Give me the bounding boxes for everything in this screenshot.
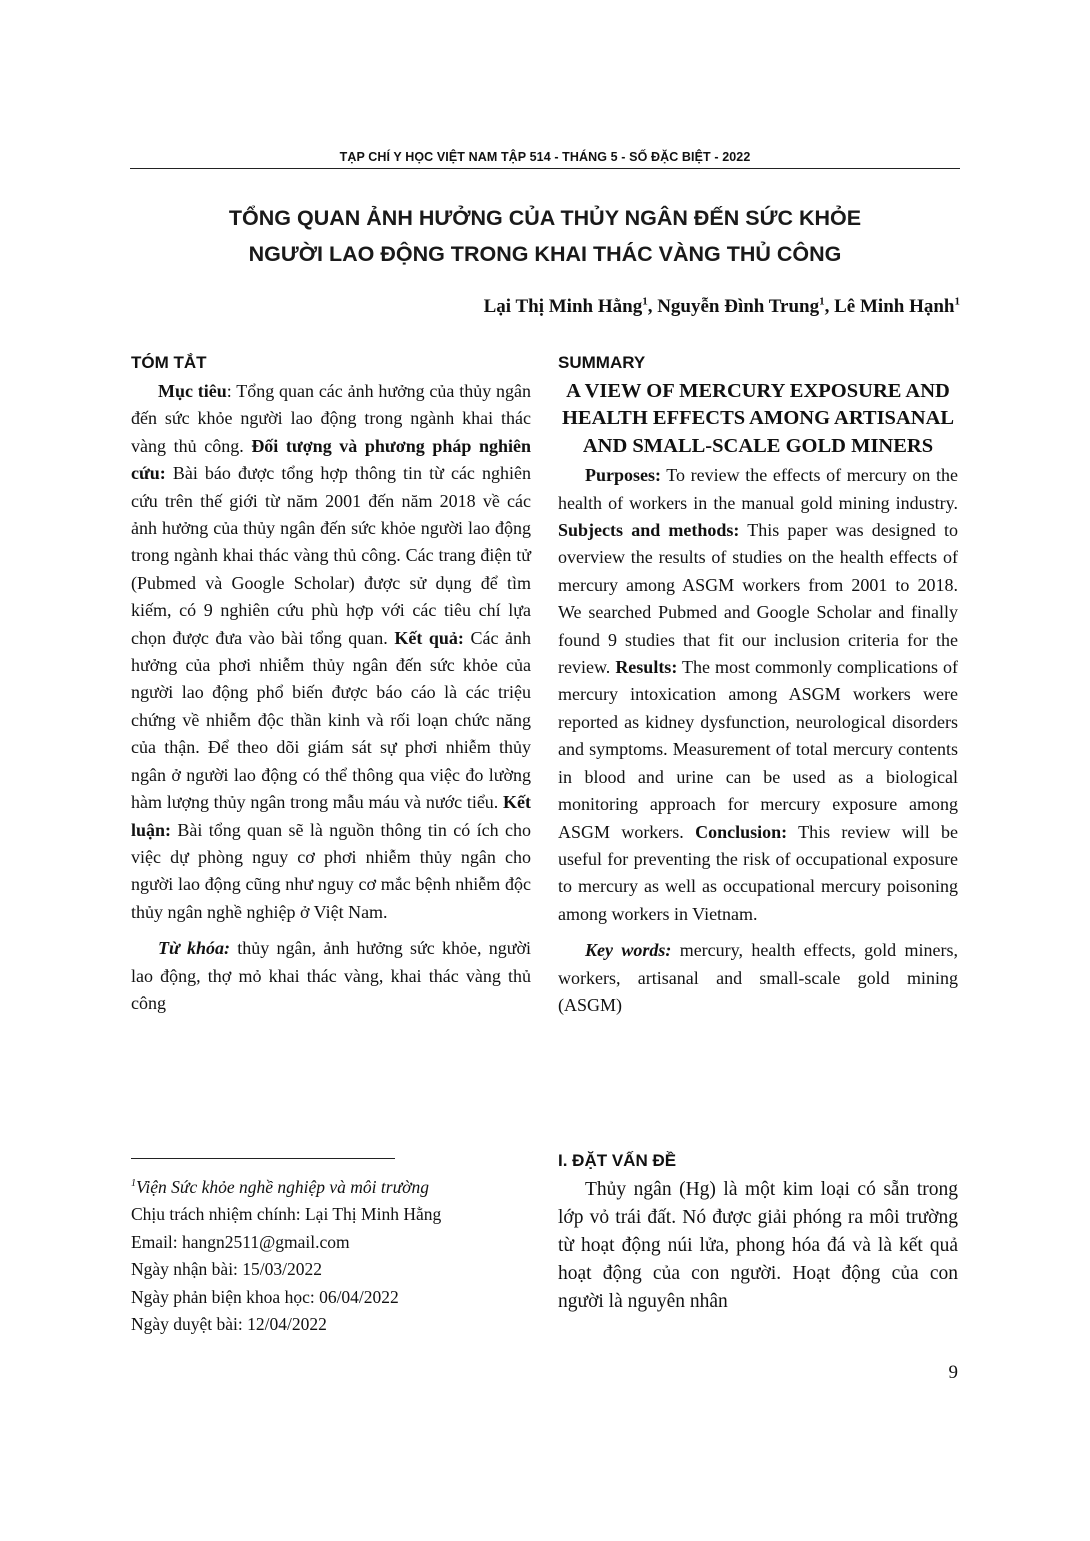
introduction-heading: I. ĐẶT VẤN ĐỀ	[558, 1151, 677, 1170]
footnotes	[131, 1170, 531, 1339]
keywords-en	[558, 937, 958, 1019]
bold-run: Kết luận:	[131, 792, 531, 840]
title-line-2: NGƯỜI LAO ĐỘNG TRONG KHAI THÁC VÀNG THỦ CÔNG	[248, 242, 842, 266]
journal-header: TẠP CHÍ Y HỌC VIỆT NAM TẬP 514 - THÁNG 5 - SỐ ĐẶC BIỆT - 2022	[339, 150, 751, 164]
text-run: This paper was designed to overview the results of studies on the health effects of mercury among ASGM workers from 2001 to 2018. We searched Pubmed and Google Scholar and finally found 9 studies that fit our inclusion criteria for the review.	[558, 520, 958, 678]
accepted-date: Ngày duyệt bài: 12/04/2022	[131, 1314, 327, 1335]
page-number: 9	[948, 1362, 958, 1383]
bold-run: Mục tiêu	[158, 381, 227, 401]
text-run: : Tổng quan các ảnh hưởng của thủy ngân đến sức khỏe người lao động trong ngành khai thác vàng thủ công.	[131, 381, 531, 456]
text-run: thủy ngân, ảnh hưởng sức khỏe, người lao động, thợ mỏ khai thác vàng, khai thác vàng thủ công	[131, 938, 531, 1013]
english-abstract	[558, 350, 958, 1019]
keywords-vi	[131, 935, 531, 1017]
introduction-text: Thủy ngân (Hg) là một kim loại có sẵn trong lớp vỏ trái đất. Nó được giải phóng ra môi trường từ hoạt động núi lửa, phong hóa đá và là kết quả hoạt động của con người. Hoạt động của con người là nguyên nhân	[558, 1179, 958, 1312]
title-line-1: TỔNG QUAN ẢNH HƯỞNG CỦA THỦY NGÂN ĐẾN SỨC KHỎE	[228, 206, 862, 230]
vietnamese-abstract	[131, 350, 531, 1017]
author-3: Lê Minh Hạnh$^1$	[834, 296, 960, 318]
bold-run: Từ khóa:	[158, 938, 231, 959]
affiliation: $^1$Viện Sức khỏe nghề nghiệp và môi trường	[131, 1176, 429, 1197]
bold-run: Key words:	[585, 940, 672, 961]
bold-run: Purposes:	[585, 465, 661, 486]
bold-run: Kết quả:	[394, 627, 464, 648]
bold-run: Conclusion:	[695, 821, 788, 842]
author-1: Lại Thị Minh Hằng$^1$,	[483, 296, 658, 318]
footnote-divider	[131, 1158, 395, 1159]
text-run: Bài tổng quan sẽ là nguồn thông tin có ích cho việc dự phòng nguy cơ phơi nhiễm thủy ngân cho người lao động cũng như nguy cơ mắc bệnh nhiễm độc thủy ngân nghề nghiệp ở Việt Nam.	[131, 819, 531, 922]
abstract-paragraph-vi	[131, 378, 531, 926]
abstract-paragraph-en	[558, 462, 958, 928]
abstract-heading-vi: TÓM TẮT	[131, 353, 207, 372]
corresponding-author: Chịu trách nhiệm chính: Lại Thị Minh Hằng	[131, 1204, 442, 1225]
author-2: Nguyễn Đình Trung$^1$,	[657, 296, 835, 318]
bold-run: Đối tượng và phương pháp nghiên cứu:	[131, 435, 531, 484]
header-divider	[130, 168, 960, 169]
author-list	[484, 296, 960, 318]
received-date: Ngày nhận bài: 15/03/2022	[131, 1259, 323, 1280]
text-run: To review the effects of mercury on the health of workers in the manual gold mining industry.	[558, 465, 958, 513]
text-run: Các ảnh hưởng của phơi nhiễm thủy ngân đến sức khỏe của người lao động phổ biến được báo cáo là các triệu chứng về nhiễm độc thần kinh và rối loạn chức năng của thận. Để theo dõi giám sát sự phơi nhiễm thủy ngân ở người lao động có thể thông qua việc đo lường hàm lượng thủy ngân trong mẫu máu và nước tiểu.	[131, 627, 532, 813]
text-run: The most commonly complications of mercury intoxication among ASGM workers were reported as kidney dysfunction, neurological disorders and symptoms. Measurement of total mercury contents in blood and urine can be used as a biological monitoring approach for mercury exposure among ASGM workers.	[558, 657, 958, 842]
review-date: Ngày phản biện khoa học: 06/04/2022	[131, 1286, 399, 1307]
article-title	[130, 200, 960, 272]
bold-run: Subjects and methods:	[558, 520, 740, 541]
email: Email: hangn2511@gmail.com	[131, 1231, 350, 1252]
abstract-heading-en: SUMMARY	[558, 353, 646, 372]
text-run: This review will be useful for preventing the risk of occupational exposure to mercury as well as occupational mercury poisoning among workers in Vietnam.	[558, 821, 958, 924]
text-run: Bài báo được tổng hợp thông tin từ các nghiên cứu trên thế giới từ năm 2001 đến năm 2018 về các ảnh hưởng của thủy ngân đến sức khỏe người lao động trong ngành khai thác vàng thủ công. Các trang điện tử (Pubmed và Google Scholar) được sử dụng để tìm kiếm, có 9 nghiên cứu phù hợp với các tiêu chí lựa chọn được đưa vào bài tổng quan.	[131, 463, 531, 648]
text-run: mercury, health effects, gold miners, workers, artisanal and small-scale gold mining (ASGM)	[558, 940, 958, 1015]
bold-run: Results:	[615, 657, 678, 678]
english-title: A VIEW OF MERCURY EXPOSURE AND HEALTH EFFECTS AMONG ARTISANAL AND SMALL-SCALE GOLD MINERS	[561, 380, 955, 457]
